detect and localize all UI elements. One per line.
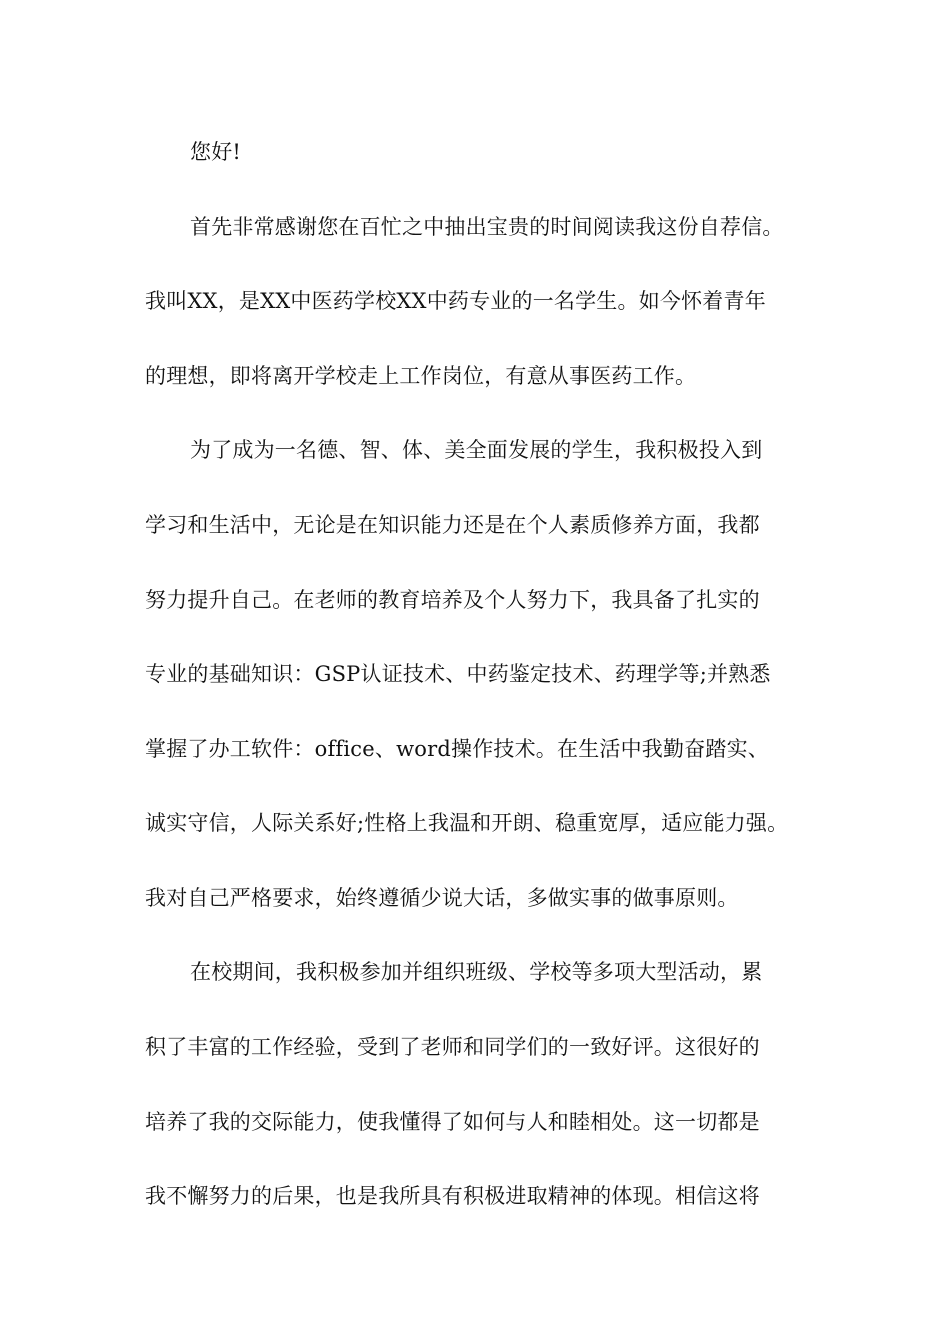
paragraph-1-line-2: 我叫XX，是XX中医药学校XX中药专业的一名学生。如今怀着青年	[145, 289, 766, 313]
greeting-line: 您好!	[190, 140, 242, 164]
paragraph-2-line-4: 专业的基础知识：GSP认证技术、中药鉴定技术、药理学等;并熟悉	[145, 662, 771, 686]
paragraph-1-line-3: 的理想，即将离开学校走上工作岗位，有意从事医药工作。	[145, 364, 697, 388]
paragraph-2-line-7: 我对自己严格要求，始终遵循少说大话，多做实事的做事原则。	[145, 886, 739, 910]
paragraph-2-line-6: 诚实守信，人际关系好;性格上我温和开朗、稳重宽厚，适应能力强。	[145, 811, 789, 835]
paragraph-2-line-5: 掌握了办工软件：office、word操作技术。在生活中我勤奋踏实、	[145, 737, 769, 761]
paragraph-2-line-1: 为了成为一名德、智、体、美全面发展的学生，我积极投入到	[190, 438, 763, 462]
paragraph-3-line-4: 我不懈努力的后果，也是我所具有积极进取精神的体现。相信这将	[145, 1184, 760, 1208]
paragraph-2-line-3: 努力提升自己。在老师的教育培养及个人努力下，我具备了扎实的	[145, 588, 760, 612]
paragraph-1-line-1: 首先非常感谢您在百忙之中抽出宝贵的时间阅读我这份自荐信。	[190, 215, 784, 239]
paragraph-2-line-2: 学习和生活中，无论是在知识能力还是在个人素质修养方面，我都	[145, 513, 760, 537]
paragraph-3-line-2: 积了丰富的工作经验，受到了老师和同学们的一致好评。这很好的	[145, 1035, 760, 1059]
paragraph-3-line-3: 培养了我的交际能力，使我懂得了如何与人和睦相处。这一切都是	[145, 1110, 760, 1134]
paragraph-3-line-1: 在校期间，我积极参加并组织班级、学校等多项大型活动，累	[190, 960, 763, 984]
